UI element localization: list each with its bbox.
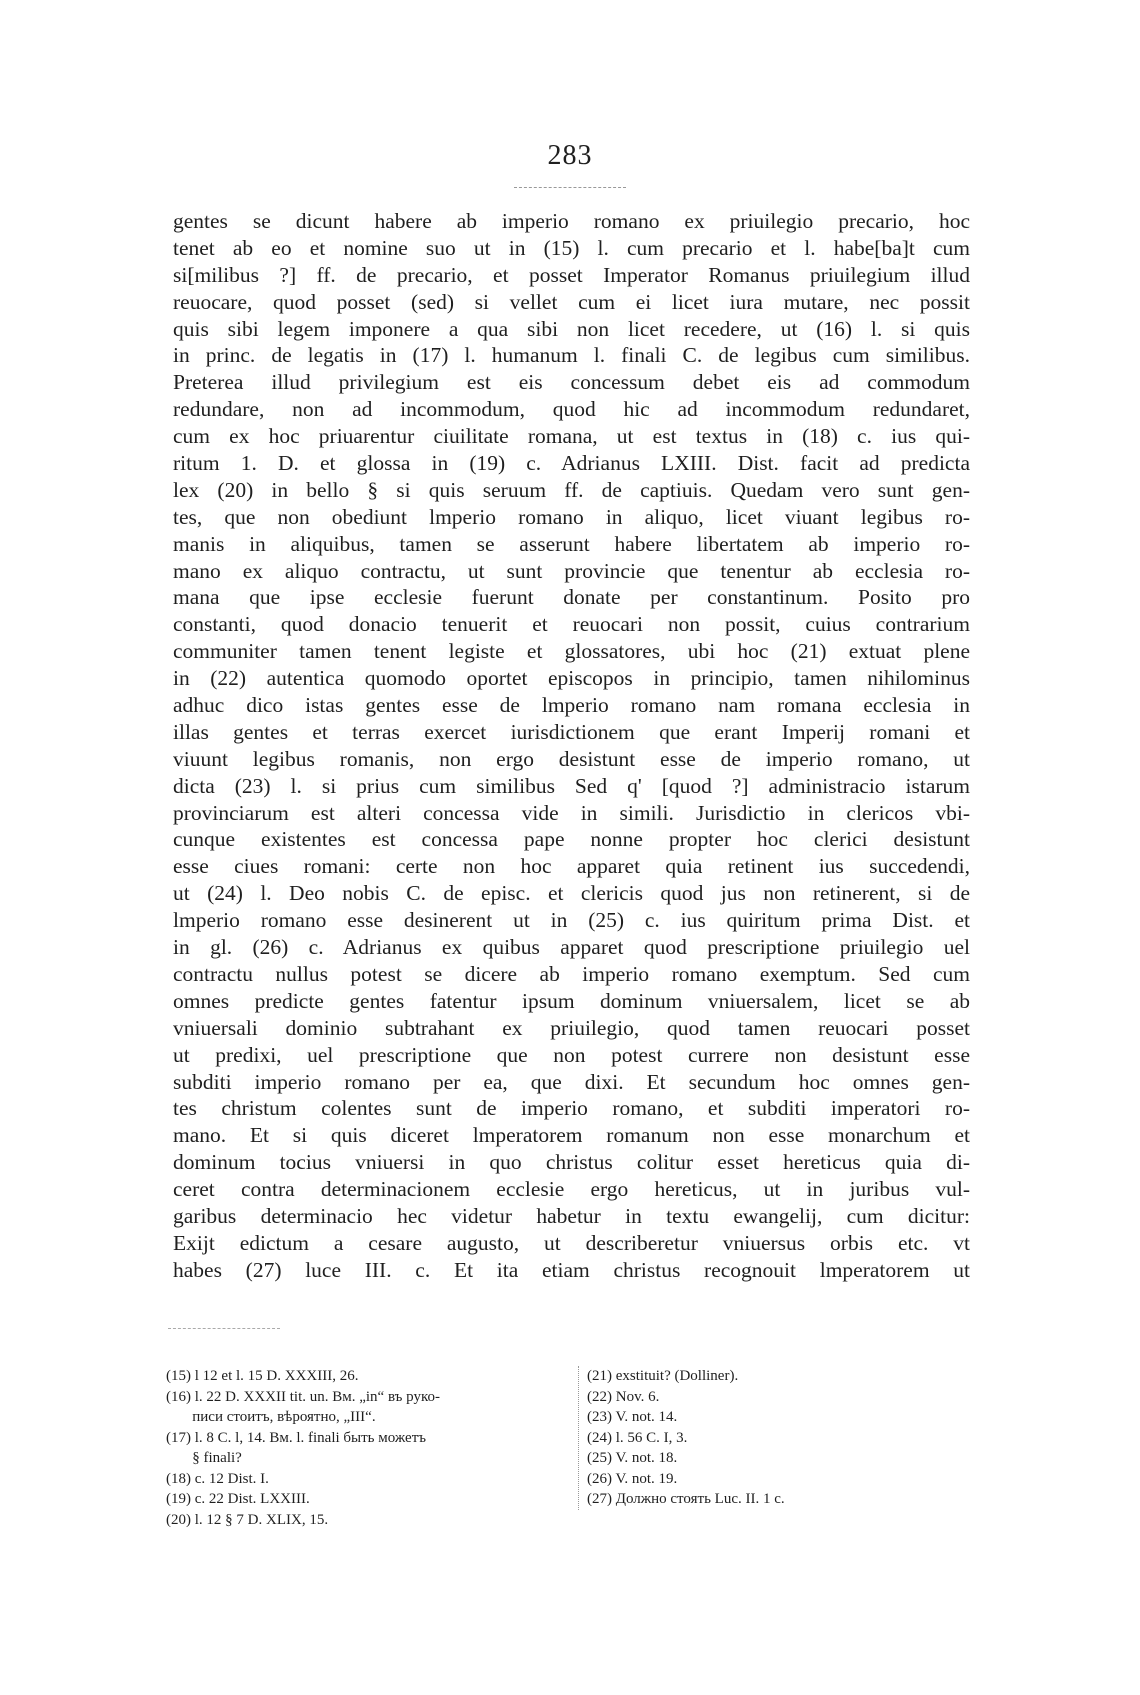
text-line: ut predixi, uel prescriptione que non potest currere non desistunt esse	[173, 1042, 970, 1067]
text-line: adhuc dico istas gentes esse de lmperio romano nam romana ecclesia in	[173, 693, 970, 718]
text-line: tenet ab eo et nomine suo ut in (15) l. cum precario et l. habe[ba]t cum	[173, 235, 970, 260]
text-line: tes christum colentes sunt de imperio romano, et subditi imperatori ro-	[173, 1096, 970, 1121]
text-line: viuunt legibus romanis, non ergo desistunt esse de imperio romano, ut	[173, 746, 970, 771]
text-line: tes, que non obediunt lmperio romano in aliquo, licet viuant legibus ro-	[173, 504, 970, 529]
text-line: gentes se dicunt habere ab imperio romano ex priuilegio precario, hoc	[173, 209, 970, 233]
text-line: in gl. (26) c. Adrianus ex quibus apparet quod prescriptione priuilegio uel	[173, 935, 970, 960]
text-line: garibus determinacio hec videtur habetur in textu ewangelij, cum dicitur:	[173, 1203, 970, 1228]
text-line: illas gentes et terras exercet iurisdictionem que erant Imperij romani et	[173, 719, 970, 744]
text-line: communiter tamen tenent legiste et glossatores, ubi hoc (21) extuat plene	[173, 639, 970, 664]
text-line: mano ex aliquo contractu, ut sunt provincie que tenentur ab ecclesia ro-	[173, 558, 970, 583]
footnote: (27) Должно стоять Luc. II. 1 c.	[587, 1491, 785, 1507]
footnote: писи стоитъ, вѣроятно, „III“.	[166, 1409, 376, 1425]
text-line: reuocare, quod posset (sed) si vellet cum ei licet iura mutare, nec possit	[173, 289, 970, 314]
footnotes-left-column	[166, 1366, 566, 1530]
body-text	[173, 208, 970, 1284]
text-line: dicta (23) l. si prius cum similibus Sed q' [quod ?] administracio istarum	[173, 773, 970, 798]
footnote: § finali?	[166, 1450, 242, 1466]
text-line: cum ex hoc priuarentur ciuilitate romana, ut est textus in (18) c. ius qui-	[173, 424, 970, 449]
header-rule	[514, 187, 626, 188]
text-line: contractu nullus potest se dicere ab imperio romano exemptum. Sed cum	[173, 961, 970, 986]
footnote: (26) V. not. 19.	[587, 1470, 678, 1487]
footnote: (25) V. not. 18.	[587, 1450, 678, 1466]
text-line: omnes predicte gentes fatentur ipsum dominum vniuersalem, licet se ab	[173, 988, 970, 1013]
footnotes-right-column	[578, 1366, 987, 1510]
text-line: provinciarum est alteri concessa vide in simili. Jurisdictio in clericos vbi-	[173, 800, 970, 825]
text-line: mana que ipse ecclesie fuerunt donate per constantinum. Posito pro	[173, 585, 970, 610]
text-line: si[milibus ?] ff. de precario, et posset Imperator Romanus priuilegium illud	[173, 262, 970, 287]
text-line: Exijt edictum a cesare augusto, ut describeretur vniuersus orbis etc. vt	[173, 1230, 970, 1255]
footnote: (15) l 12 et l. 15 D. XXXIII, 26.	[166, 1368, 359, 1384]
footnote: (16) l. 22 D. XXXII tit. un. Вм. „in“ въ руко-	[166, 1388, 440, 1405]
text-line: in (22) autentica quomodo oportet episcopos in principio, tamen nihilominus	[173, 666, 970, 691]
footnote: (17) l. 8 C. l, 14. Вм. l. finali быть можетъ	[166, 1429, 427, 1446]
text-line: quis sibi legem imponere a qua sibi non licet recedere, ut (16) l. si quis	[173, 316, 970, 341]
text-line: ceret contra determinacionem ecclesie ergo hereticus, ut in juribus vul-	[173, 1177, 970, 1202]
footnote: (20) l. 12 § 7 D. XLIX, 15.	[166, 1511, 329, 1528]
text-line: redundare, non ad incommodum, quod hic ad incommodum redundaret,	[173, 397, 970, 422]
footnote: (19) c. 22 Dist. LXXIII.	[166, 1491, 310, 1507]
text-line: esse ciues romani: certe non hoc apparet quia retinent ius succedendi,	[173, 854, 970, 879]
footnote: (23) V. not. 14.	[587, 1409, 678, 1425]
text-line: lmperio romano esse desinerent ut in (25) c. ius quiritum prima Dist. et	[173, 908, 970, 933]
footnote: (24) l. 56 C. I, 3.	[587, 1429, 688, 1446]
text-line: mano. Et si quis diceret lmperatorem romanum non esse monarchum et	[173, 1123, 970, 1148]
text-line: ritum 1. D. et glossa in (19) c. Adrianus LXIII. Dist. facit ad predicta	[173, 451, 970, 476]
page-number: 283	[547, 140, 593, 171]
text-line: manis in aliquibus, tamen se asserunt habere libertatem ab imperio ro-	[173, 531, 970, 556]
text-line: ut (24) l. Deo nobis C. de episc. et clericis quod jus non retinerent, si de	[173, 881, 970, 906]
footnote: (18) c. 12 Dist. I.	[166, 1470, 269, 1487]
footnote: (22) Nov. 6.	[587, 1388, 660, 1405]
text-line: in princ. de legatis in (17) l. humanum l. finali C. de legibus cum similibus.	[173, 343, 970, 368]
text-line: subditi imperio romano per ea, que dixi. Et secundum hoc omnes gen-	[173, 1069, 970, 1094]
footnote-rule	[168, 1328, 280, 1329]
text-line: dominum tocius vniuersi in quo christus colitur esset hereticus quia di-	[173, 1150, 970, 1175]
text-line: Preterea illud privilegium est eis concessum debet eis ad commodum	[173, 370, 970, 395]
text-line: habes (27) luce III. c. Et ita etiam christus recognouit lmperatorem ut	[173, 1257, 970, 1282]
text-line: constanti, quod donacio tenuerit et reuocari non possit, cuius contrarium	[173, 612, 970, 637]
text-line: cunque existentes est concessa pape nonne propter hoc clerici desistunt	[173, 827, 970, 852]
footnote: (21) exstituit? (Dolliner).	[587, 1368, 739, 1384]
text-line: lex (20) in bello § si quis seruum ff. de captiuis. Quedam vero sunt gen-	[173, 477, 970, 502]
text-line: vniuersali dominio subtrahant ex priuilegio, quod tamen reuocari posset	[173, 1015, 970, 1040]
